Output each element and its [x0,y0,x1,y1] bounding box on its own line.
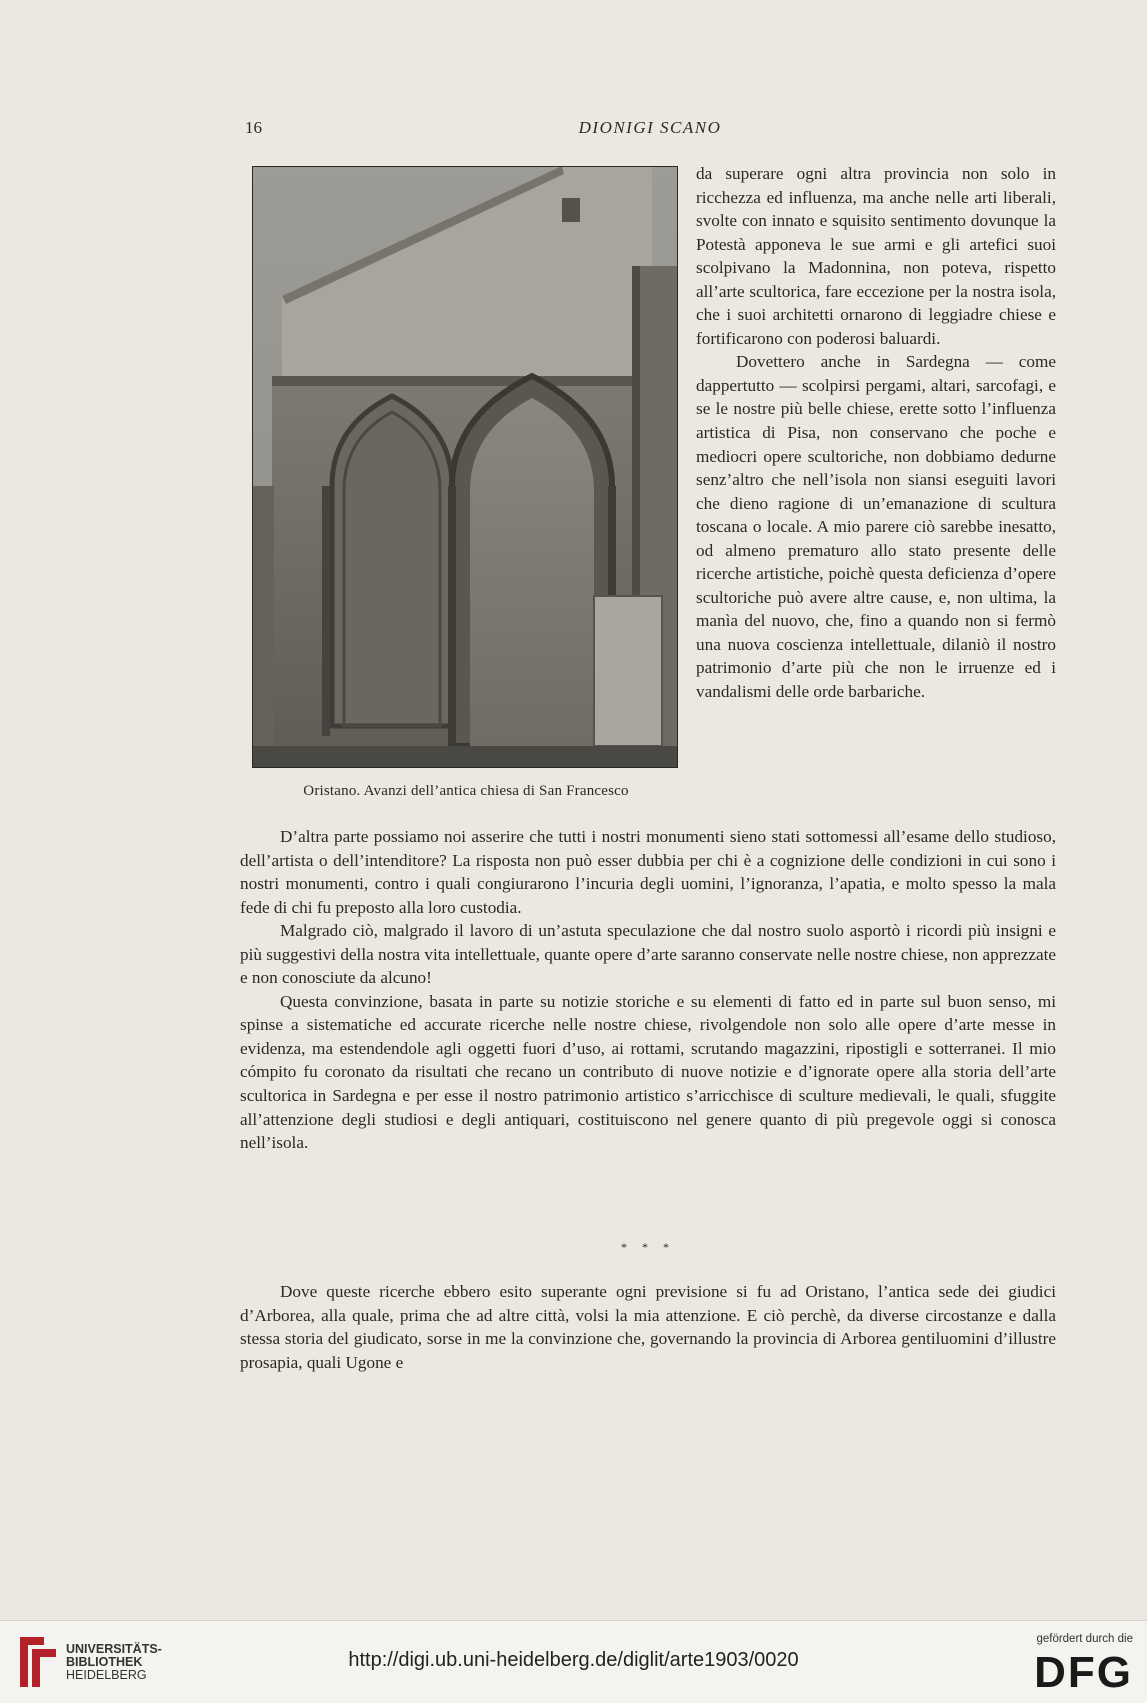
running-title: DIONIGI SCANO [578,118,722,137]
figure-caption: Oristano. Avanzi dell’antica chiesa di San Francesco [303,783,629,799]
running-head [245,118,1055,140]
body-paragraph: Dove queste ricerche ebbero esito superante ogni previsione si fu ad Oristano, l’antica sede dei giudici d’Arborea, alla quale, prima che ad altre città, volsi la mia attenzione. E ciò perchè, da diverse circostanze e dalla stessa storia del giudicato, sorse in me la convinzione che, governando la provincia di Arborea gentiluomini d’illustre prosapia, quali Ugone e [240,1282,1056,1372]
digitization-footer [0,1620,1147,1703]
church-facade-image [252,166,678,768]
body-paragraph: Questa convinzione, basata in parte su notizie storiche e su elementi di fatto ed in parte sul buon senso, mi spinse a sistematiche ed accurate ricerche nelle nostre chiese, rivolgendole non solo alle opere d’arte messe in evidenza, ma estendendole agli oggetti fuori d’uso, ai rottami, scrutando magazzini, ripostigli e sotterranei. Il mio cómpito fu coronato da risultati che recano un contributo di nuove notizie e d’ignorate opere alla storia dell’arte scultorica in Sardegna e per esse il nostro patrimonio artistico s’arricchisce di sculture medievali, le quali, sfuggite all’attenzione degli studiosi e degli antiquari, costituiscono nel genere quanto di più pregevole oggi si conosca nell’isola. [240,991,1056,1153]
column-paragraph: da superare ogni altra provincia non solo in ricchezza ed influenza, ma anche nelle arti liberali, svolte con innato e squisito sentimento dovunque la Potestà apponeva le sue armi e gli artefici suoi scolpivano la Madonnina, non poteva, rispetto all’arte scultorica, fare eccezione per la nostra isola, che i suoi architetti ornarono di leggiadre chiese e fortificarono con poderosi baluardi. [696,164,1056,348]
dfg-logo: DFG [1034,1648,1133,1697]
body-paragraph: Malgrado ciò, malgrado il lavoro di un’astuta speculazione che dal nostro suolo asportò i ricordi più insigni e più suggestivi della nostra vita intellettuale, quante opere d’arte saranno conservate nelle nostre chiese, non apprezzate e non conosciute da alcuno! [240,921,1056,988]
church-photograph [252,166,678,768]
page-number: 16 [245,118,262,137]
full-width-text [240,825,1056,1155]
funding-note: gefördert durch die [1036,1633,1133,1645]
body-paragraph: D’altra parte possiamo noi asserire che tutti i nostri monumenti sieno stati sottomessi all’esame dello studioso, dell’artista o dell’intenditore? La risposta non può esser dubbia per chi è a cognizione delle condizioni in cui sono i nostri monumenti, contro i quali congiurarono l’incuria degli uomini, l’ignoranza, l’apatia, e molto spesso la mala fede di chi fu preposto alla loro custodia. [240,827,1056,917]
final-text [240,1280,1056,1374]
column-paragraph: Dovettero anche in Sardegna — come dappertutto — scolpirsi pergami, altari, sarcofagi, e se le nostre più belle chiese, erette sotto l’influenza artistica di Pisa, non conservano che poche e mediocri opere scultoriche, non dobbiamo dedurne senz’altro che nell’isola non siansi eseguiti lavori che dieno ragione di un’emanazione di scultura toscana o locale. A mio parere ciò sarebbe inesatto, od almeno prematuro allo stato presente delle ricerche artistiche, poichè questa deficienza d’opere scultoriche può avere altre cause, e, non ultima, la manìa del nuovo, che, fino a quando non si fermò una nuova coscienza intellettuale, dilaniò il nostro patrimonio d’arte più che non le irruenze ed i vandalismi delle orde barbariche. [696,352,1056,702]
section-separator: * * * [621,1240,675,1254]
digital-object-url[interactable]: http://digi.ub.uni-heidelberg.de/diglit/arte1903/0020 [348,1649,799,1671]
library-name: UNIVERSITÄTS- BIBLIOTHEK HEIDELBERG [66,1642,162,1682]
column-text [696,162,1056,704]
